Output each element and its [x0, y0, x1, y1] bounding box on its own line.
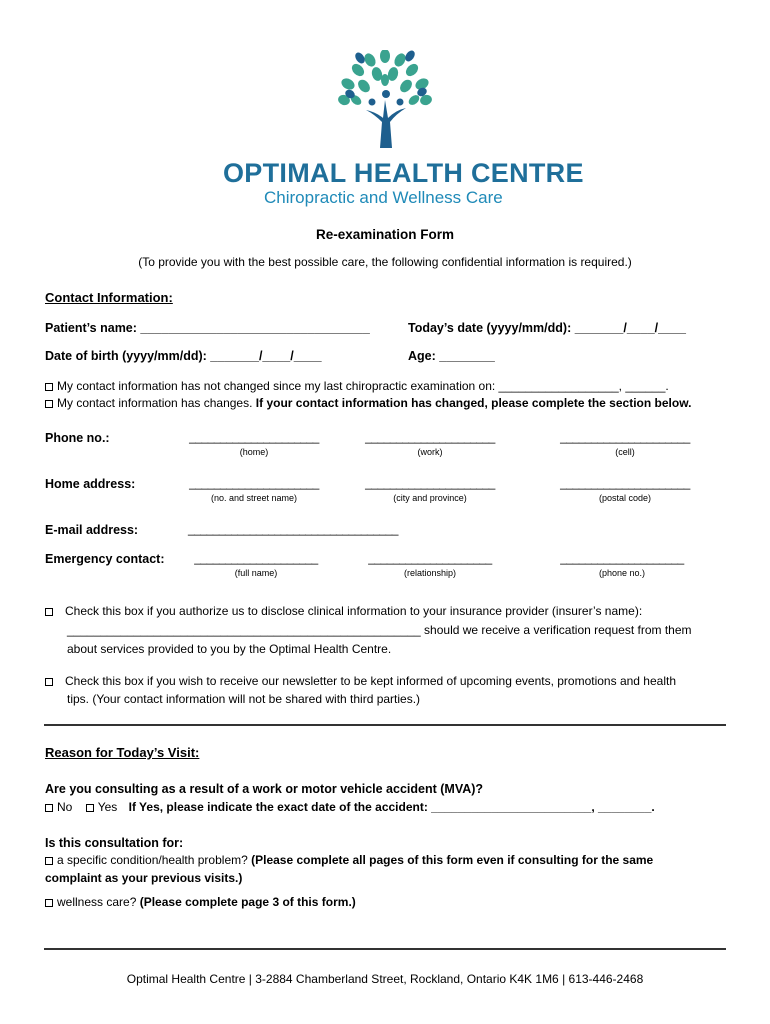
footer-divider	[44, 948, 726, 950]
insurance-line-1: Check this box if you authorize us to disclose clinical information to your insurance provider (insurer’s name):	[65, 604, 643, 618]
phone-label: Phone no.:	[45, 431, 110, 445]
contact-heading: Contact Information:	[45, 290, 173, 305]
address-city-field[interactable]: _____________________	[365, 476, 495, 490]
email-field[interactable]: __________________________________	[188, 522, 398, 536]
mva-options	[45, 799, 655, 815]
visit-heading: Reason for Today’s Visit:	[45, 745, 200, 760]
address-label: Home address:	[45, 477, 136, 491]
insurance-consent[interactable]	[45, 603, 735, 657]
wellness-note: (Please complete page 3 of this form.)	[139, 895, 356, 909]
form-title: Re-examination Form	[315, 227, 455, 242]
address-street-field[interactable]: _____________________	[189, 476, 319, 490]
emergency-name-caption: (full name)	[234, 568, 278, 578]
emergency-relationship-field[interactable]: ____________________	[368, 551, 492, 565]
address-postal-field[interactable]: _____________________	[560, 476, 690, 490]
address-city-caption: (city and province)	[393, 493, 467, 503]
phone-home-field[interactable]: _____________________	[189, 430, 319, 444]
logo-title: OPTIMAL HEALTH CENTRE	[223, 158, 584, 188]
mva-date-field[interactable]: If Yes, please indicate the exact date of the accident: ________________________, ________.	[128, 800, 655, 814]
address-street-caption: (no. and street name)	[210, 493, 298, 503]
mva-yes-option[interactable]	[86, 800, 118, 814]
newsletter-consent[interactable]	[45, 673, 735, 707]
mva-no-label: No	[57, 800, 73, 814]
tree-icon	[330, 50, 440, 150]
phone-cell-field[interactable]: _____________________	[560, 430, 690, 444]
footer-address: Optimal Health Centre | 3-2884 Chamberland Street, Rockland, Ontario K4K 1M6 | 613-446-2468	[126, 972, 644, 986]
mva-no-option[interactable]	[45, 800, 72, 814]
changed-checkbox[interactable]	[45, 400, 53, 408]
changed-option[interactable]	[45, 395, 691, 411]
mva-yes-label: Yes	[97, 800, 118, 814]
wellness-label: wellness care?	[57, 895, 137, 909]
specific-condition-note-2: complaint as your previous visits.)	[45, 871, 243, 885]
emergency-phone-field[interactable]: ____________________	[560, 551, 684, 565]
form-intro: (To provide you with the best possible care, the following confidential information is required.)	[138, 255, 632, 269]
specific-condition-note-1: (Please complete all pages of this form even if consulting for the same	[251, 853, 654, 867]
phone-work-caption: (work)	[417, 447, 443, 457]
phone-home-caption: (home)	[239, 447, 269, 457]
wellness-checkbox[interactable]	[45, 899, 53, 907]
address-postal-caption: (postal code)	[598, 493, 652, 503]
insurance-checkbox[interactable]	[45, 608, 53, 616]
todays-date-field[interactable]: Today’s date (yyyy/mm/dd): _______/____/____	[408, 321, 686, 335]
phone-cell-caption: (cell)	[615, 447, 635, 457]
consult-question: Is this consultation for:	[45, 836, 184, 850]
age-field[interactable]: Age: ________	[408, 349, 495, 363]
changed-label: My contact information has changes.	[57, 396, 253, 410]
wellness-option[interactable]	[45, 894, 356, 910]
specific-condition-label: a specific condition/health problem?	[57, 853, 248, 867]
unchanged-option[interactable]	[45, 378, 669, 394]
dob-field[interactable]: Date of birth (yyyy/mm/dd): _______/____/____	[45, 349, 322, 363]
unchanged-checkbox[interactable]	[45, 383, 53, 391]
mva-yes-checkbox[interactable]	[86, 804, 94, 812]
specific-condition-option[interactable]	[45, 852, 735, 886]
section-divider	[44, 724, 726, 726]
emergency-phone-caption: (phone no.)	[598, 568, 646, 578]
newsletter-checkbox[interactable]	[45, 678, 53, 686]
insurance-line-3: about services provided to you by the Optimal Health Centre.	[67, 642, 392, 656]
mva-question: Are you consulting as a result of a work or motor vehicle accident (MVA)?	[45, 782, 484, 796]
email-label: E-mail address:	[45, 523, 139, 537]
patient-name-field[interactable]: Patient’s name: _________________________________	[45, 321, 370, 335]
phone-work-field[interactable]: _____________________	[365, 430, 495, 444]
mva-no-checkbox[interactable]	[45, 804, 53, 812]
specific-condition-checkbox[interactable]	[45, 857, 53, 865]
newsletter-line-2: tips. (Your contact information will not be shared with third parties.)	[67, 692, 421, 706]
newsletter-line-1: Check this box if you wish to receive our newsletter to be kept informed of upcoming events, promotions and health	[65, 674, 676, 688]
unchanged-label: My contact information has not changed since my last chiropractic examination on: __________________, ______.	[57, 379, 669, 393]
logo-subtitle: Chiropractic and Wellness Care	[264, 188, 503, 207]
changed-instruction: If your contact information has changed, please complete the section below.	[255, 396, 692, 410]
emergency-name-field[interactable]: ____________________	[194, 551, 318, 565]
insurance-line-2[interactable]: _____________________________________________________ should we receive a verification request from them	[67, 623, 692, 637]
logo	[220, 50, 584, 210]
emergency-label: Emergency contact:	[45, 552, 165, 566]
emergency-relationship-caption: (relationship)	[403, 568, 457, 578]
